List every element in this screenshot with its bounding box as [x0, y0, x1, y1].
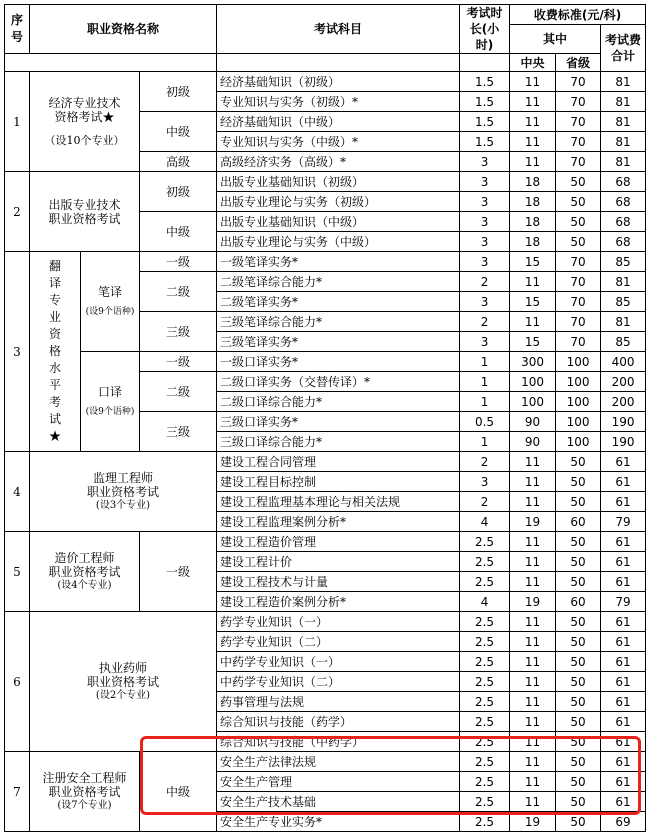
seq-cell: 5 [5, 532, 30, 612]
level-cell: 一级 [140, 352, 217, 372]
provincial-fee-cell: 50 [556, 492, 601, 512]
qual-name-cell: 经济专业技术 资格考试★ （设10个专业） [30, 72, 140, 172]
total-fee-cell: 68 [601, 232, 646, 252]
central-fee-cell: 11 [510, 472, 556, 492]
total-fee-cell: 61 [601, 732, 646, 752]
header-seq: 序号 [5, 5, 30, 54]
provincial-fee-cell: 70 [556, 152, 601, 172]
subject-cell: 安全生产法律法规 [217, 752, 460, 772]
level-cell: 一级 [140, 532, 217, 612]
total-fee-cell: 190 [601, 412, 646, 432]
duration-cell: 3 [460, 472, 510, 492]
total-fee-cell: 81 [601, 72, 646, 92]
central-fee-cell: 19 [510, 512, 556, 532]
provincial-fee-cell: 50 [556, 772, 601, 792]
provincial-fee-cell: 50 [556, 732, 601, 752]
provincial-fee-cell: 50 [556, 172, 601, 192]
provincial-fee-cell: 50 [556, 552, 601, 572]
duration-cell: 2 [460, 272, 510, 292]
total-fee-cell: 81 [601, 152, 646, 172]
duration-cell: 2.5 [460, 652, 510, 672]
duration-cell: 2 [460, 452, 510, 472]
duration-cell: 2 [460, 492, 510, 512]
total-fee-cell: 61 [601, 552, 646, 572]
central-fee-cell: 11 [510, 792, 556, 812]
central-fee-cell: 11 [510, 612, 556, 632]
header-provincial: 省级 [556, 54, 601, 72]
central-fee-cell: 11 [510, 692, 556, 712]
provincial-fee-cell: 50 [556, 572, 601, 592]
total-fee-cell: 81 [601, 312, 646, 332]
seq-cell: 3 [5, 252, 30, 452]
subject-cell: 三级口译实务* [217, 412, 460, 432]
provincial-fee-cell: 70 [556, 132, 601, 152]
provincial-fee-cell: 50 [556, 192, 601, 212]
duration-cell: 3 [460, 232, 510, 252]
provincial-fee-cell: 50 [556, 452, 601, 472]
central-fee-cell: 11 [510, 532, 556, 552]
provincial-fee-cell: 100 [556, 392, 601, 412]
central-fee-cell: 100 [510, 392, 556, 412]
subject-cell: 二级口译实务（交替传译）* [217, 372, 460, 392]
duration-cell: 2.5 [460, 672, 510, 692]
total-fee-cell: 85 [601, 292, 646, 312]
duration-cell: 3 [460, 252, 510, 272]
subject-cell: 三级笔译实务* [217, 332, 460, 352]
duration-cell: 2.5 [460, 552, 510, 572]
level-cell: 三级 [140, 312, 217, 352]
duration-cell: 2.5 [460, 812, 510, 832]
total-fee-cell: 200 [601, 372, 646, 392]
total-fee-cell: 200 [601, 392, 646, 412]
total-fee-cell: 68 [601, 172, 646, 192]
qual-name-cell: 注册安全工程师 职业资格考试 (设7个专业) [30, 752, 140, 832]
provincial-fee-cell: 100 [556, 352, 601, 372]
subject-cell: 一级笔译实务* [217, 252, 460, 272]
level-cell: 中级 [140, 212, 217, 252]
duration-cell: 1.5 [460, 112, 510, 132]
subject-cell: 建设工程监理基本理论与相关法规 [217, 492, 460, 512]
subject-cell: 安全生产技术基础 [217, 792, 460, 812]
central-fee-cell: 19 [510, 592, 556, 612]
subject-cell: 专业知识与实务（初级）* [217, 92, 460, 112]
duration-cell: 1 [460, 392, 510, 412]
qual-name-cell: 监理工程师 职业资格考试 (设3个专业) [30, 452, 217, 532]
central-fee-cell: 11 [510, 312, 556, 332]
subcategory-cell: 口译 (设9个语种) [81, 352, 140, 452]
duration-cell: 4 [460, 592, 510, 612]
total-fee-cell: 61 [601, 752, 646, 772]
subject-cell: 建设工程技术与计量 [217, 572, 460, 592]
level-cell: 二级 [140, 372, 217, 412]
subject-cell: 出版专业理论与实务（中级） [217, 232, 460, 252]
provincial-fee-cell: 70 [556, 312, 601, 332]
total-fee-cell: 61 [601, 532, 646, 552]
subject-cell: 三级口译综合能力* [217, 432, 460, 452]
provincial-fee-cell: 70 [556, 252, 601, 272]
subject-cell: 建设工程计价 [217, 552, 460, 572]
central-fee-cell: 11 [510, 72, 556, 92]
level-cell: 中级 [140, 112, 217, 152]
central-fee-cell: 11 [510, 632, 556, 652]
central-fee-cell: 18 [510, 172, 556, 192]
duration-cell: 3 [460, 332, 510, 352]
provincial-fee-cell: 70 [556, 112, 601, 132]
subject-cell: 综合知识与技能（药学） [217, 712, 460, 732]
provincial-fee-cell: 50 [556, 652, 601, 672]
central-fee-cell: 11 [510, 552, 556, 572]
total-fee-cell: 61 [601, 712, 646, 732]
subject-cell: 二级口译综合能力* [217, 392, 460, 412]
header-duration: 考试时长(小时) [460, 5, 510, 54]
subject-cell: 综合知识与技能（中药学） [217, 732, 460, 752]
level-cell: 二级 [140, 272, 217, 312]
duration-cell: 2.5 [460, 752, 510, 772]
provincial-fee-cell: 50 [556, 792, 601, 812]
duration-cell: 0.5 [460, 412, 510, 432]
qual-name-cell: 执业药师 职业资格考试 (设2个专业) [30, 612, 217, 752]
central-fee-cell: 19 [510, 812, 556, 832]
level-cell: 初级 [140, 172, 217, 212]
provincial-fee-cell: 100 [556, 372, 601, 392]
central-fee-cell: 100 [510, 372, 556, 392]
provincial-fee-cell: 100 [556, 412, 601, 432]
qual-name-cell: 出版专业技术 职业资格考试 [30, 172, 140, 252]
total-fee-cell: 61 [601, 572, 646, 592]
duration-cell: 2 [460, 312, 510, 332]
duration-cell: 1 [460, 432, 510, 452]
total-fee-cell: 61 [601, 612, 646, 632]
subject-cell: 中药学专业知识（一） [217, 652, 460, 672]
central-fee-cell: 18 [510, 232, 556, 252]
subject-cell: 经济基础知识（初级） [217, 72, 460, 92]
central-fee-cell: 15 [510, 252, 556, 272]
level-cell: 一级 [140, 252, 217, 272]
central-fee-cell: 90 [510, 432, 556, 452]
seq-cell: 2 [5, 172, 30, 252]
duration-cell: 4 [460, 512, 510, 532]
total-fee-cell: 61 [601, 652, 646, 672]
header-spacer-duration [460, 54, 510, 72]
provincial-fee-cell: 70 [556, 332, 601, 352]
subject-cell: 经济基础知识（中级） [217, 112, 460, 132]
central-fee-cell: 11 [510, 712, 556, 732]
central-fee-cell: 90 [510, 412, 556, 432]
total-fee-cell: 81 [601, 132, 646, 152]
provincial-fee-cell: 50 [556, 232, 601, 252]
duration-cell: 2.5 [460, 572, 510, 592]
provincial-fee-cell: 100 [556, 432, 601, 452]
duration-cell: 2.5 [460, 712, 510, 732]
duration-cell: 2.5 [460, 692, 510, 712]
level-cell: 高级 [140, 152, 217, 172]
central-fee-cell: 15 [510, 332, 556, 352]
duration-cell: 2.5 [460, 792, 510, 812]
duration-cell: 3 [460, 192, 510, 212]
total-fee-cell: 69 [601, 812, 646, 832]
total-fee-cell: 81 [601, 92, 646, 112]
subject-cell: 三级笔译综合能力* [217, 312, 460, 332]
subject-cell: 建设工程合同管理 [217, 452, 460, 472]
total-fee-cell: 68 [601, 212, 646, 232]
central-fee-cell: 11 [510, 732, 556, 752]
total-fee-cell: 61 [601, 632, 646, 652]
level-cell: 初级 [140, 72, 217, 112]
subject-cell: 出版专业基础知识（初级） [217, 172, 460, 192]
subject-cell: 出版专业基础知识（中级） [217, 212, 460, 232]
central-fee-cell: 18 [510, 212, 556, 232]
central-fee-cell: 11 [510, 672, 556, 692]
provincial-fee-cell: 50 [556, 712, 601, 732]
subject-cell: 建设工程造价管理 [217, 532, 460, 552]
subject-cell: 建设工程目标控制 [217, 472, 460, 492]
central-fee-cell: 11 [510, 132, 556, 152]
subcategory-cell: 笔译 (设9个语种) [81, 252, 140, 352]
duration-cell: 2.5 [460, 532, 510, 552]
duration-cell: 3 [460, 292, 510, 312]
provincial-fee-cell: 50 [556, 612, 601, 632]
subject-cell: 中药学专业知识（二） [217, 672, 460, 692]
duration-cell: 1.5 [460, 72, 510, 92]
subject-cell: 一级口译实务* [217, 352, 460, 372]
provincial-fee-cell: 70 [556, 92, 601, 112]
provincial-fee-cell: 70 [556, 272, 601, 292]
subject-cell: 出版专业理论与实务（初级） [217, 192, 460, 212]
seq-cell: 6 [5, 612, 30, 752]
subject-cell: 药学专业知识（一） [217, 612, 460, 632]
central-fee-cell: 11 [510, 572, 556, 592]
duration-cell: 2.5 [460, 612, 510, 632]
subject-cell: 药事管理与法规 [217, 692, 460, 712]
provincial-fee-cell: 50 [556, 472, 601, 492]
subject-cell: 高级经济实务（高级）* [217, 152, 460, 172]
duration-cell: 2.5 [460, 772, 510, 792]
total-fee-cell: 61 [601, 692, 646, 712]
provincial-fee-cell: 50 [556, 532, 601, 552]
central-fee-cell: 11 [510, 452, 556, 472]
seq-cell: 1 [5, 72, 30, 172]
total-fee-cell: 61 [601, 772, 646, 792]
duration-cell: 3 [460, 172, 510, 192]
level-cell: 中级 [140, 752, 217, 832]
fee-table [4, 4, 646, 832]
central-fee-cell: 11 [510, 112, 556, 132]
qual-name-cell: 翻译专业资格水平考试★ [30, 252, 81, 452]
total-fee-cell: 81 [601, 272, 646, 292]
header-qual-name: 职业资格名称 [30, 5, 217, 54]
total-fee-cell: 85 [601, 332, 646, 352]
total-fee-cell: 61 [601, 672, 646, 692]
subject-cell: 安全生产管理 [217, 772, 460, 792]
total-fee-cell: 68 [601, 192, 646, 212]
duration-cell: 3 [460, 212, 510, 232]
central-fee-cell: 11 [510, 492, 556, 512]
subject-cell: 建设工程造价案例分析* [217, 592, 460, 612]
level-cell: 三级 [140, 412, 217, 452]
provincial-fee-cell: 70 [556, 292, 601, 312]
duration-cell: 1.5 [460, 92, 510, 112]
provincial-fee-cell: 60 [556, 592, 601, 612]
central-fee-cell: 11 [510, 152, 556, 172]
duration-cell: 2.5 [460, 732, 510, 752]
central-fee-cell: 11 [510, 652, 556, 672]
header-central: 中央 [510, 54, 556, 72]
total-fee-cell: 190 [601, 432, 646, 452]
duration-cell: 3 [460, 152, 510, 172]
header-of-which: 其中 [510, 25, 601, 54]
subject-cell: 安全生产专业实务* [217, 812, 460, 832]
total-fee-cell: 61 [601, 492, 646, 512]
provincial-fee-cell: 50 [556, 672, 601, 692]
subject-cell: 药学专业知识（二） [217, 632, 460, 652]
central-fee-cell: 300 [510, 352, 556, 372]
total-fee-cell: 400 [601, 352, 646, 372]
subject-cell: 建设工程监理案例分析* [217, 512, 460, 532]
duration-cell: 1 [460, 352, 510, 372]
total-fee-cell: 61 [601, 452, 646, 472]
header-total: 考试费合计 [601, 25, 646, 72]
total-fee-cell: 61 [601, 472, 646, 492]
header-fee-standard: 收费标准(元/科) [510, 5, 646, 25]
provincial-fee-cell: 50 [556, 692, 601, 712]
duration-cell: 1.5 [460, 132, 510, 152]
duration-cell: 1 [460, 372, 510, 392]
header-subject: 考试科目 [217, 5, 460, 54]
central-fee-cell: 18 [510, 192, 556, 212]
total-fee-cell: 79 [601, 512, 646, 532]
provincial-fee-cell: 60 [556, 512, 601, 532]
central-fee-cell: 11 [510, 752, 556, 772]
total-fee-cell: 81 [601, 112, 646, 132]
seq-cell: 7 [5, 752, 30, 832]
subject-cell: 专业知识与实务（中级）* [217, 132, 460, 152]
duration-cell: 2.5 [460, 632, 510, 652]
subject-cell: 二级笔译实务* [217, 292, 460, 312]
total-fee-cell: 61 [601, 792, 646, 812]
header-spacer [5, 54, 217, 72]
provincial-fee-cell: 50 [556, 812, 601, 832]
total-fee-cell: 79 [601, 592, 646, 612]
provincial-fee-cell: 50 [556, 632, 601, 652]
qual-name-cell: 造价工程师 职业资格考试 (设4个专业) [30, 532, 140, 612]
central-fee-cell: 11 [510, 92, 556, 112]
provincial-fee-cell: 70 [556, 72, 601, 92]
provincial-fee-cell: 50 [556, 212, 601, 232]
central-fee-cell: 11 [510, 272, 556, 292]
provincial-fee-cell: 50 [556, 752, 601, 772]
central-fee-cell: 15 [510, 292, 556, 312]
total-fee-cell: 85 [601, 252, 646, 272]
subject-cell: 二级笔译综合能力* [217, 272, 460, 292]
seq-cell: 4 [5, 452, 30, 532]
central-fee-cell: 11 [510, 772, 556, 792]
header-spacer-subject [217, 54, 460, 72]
